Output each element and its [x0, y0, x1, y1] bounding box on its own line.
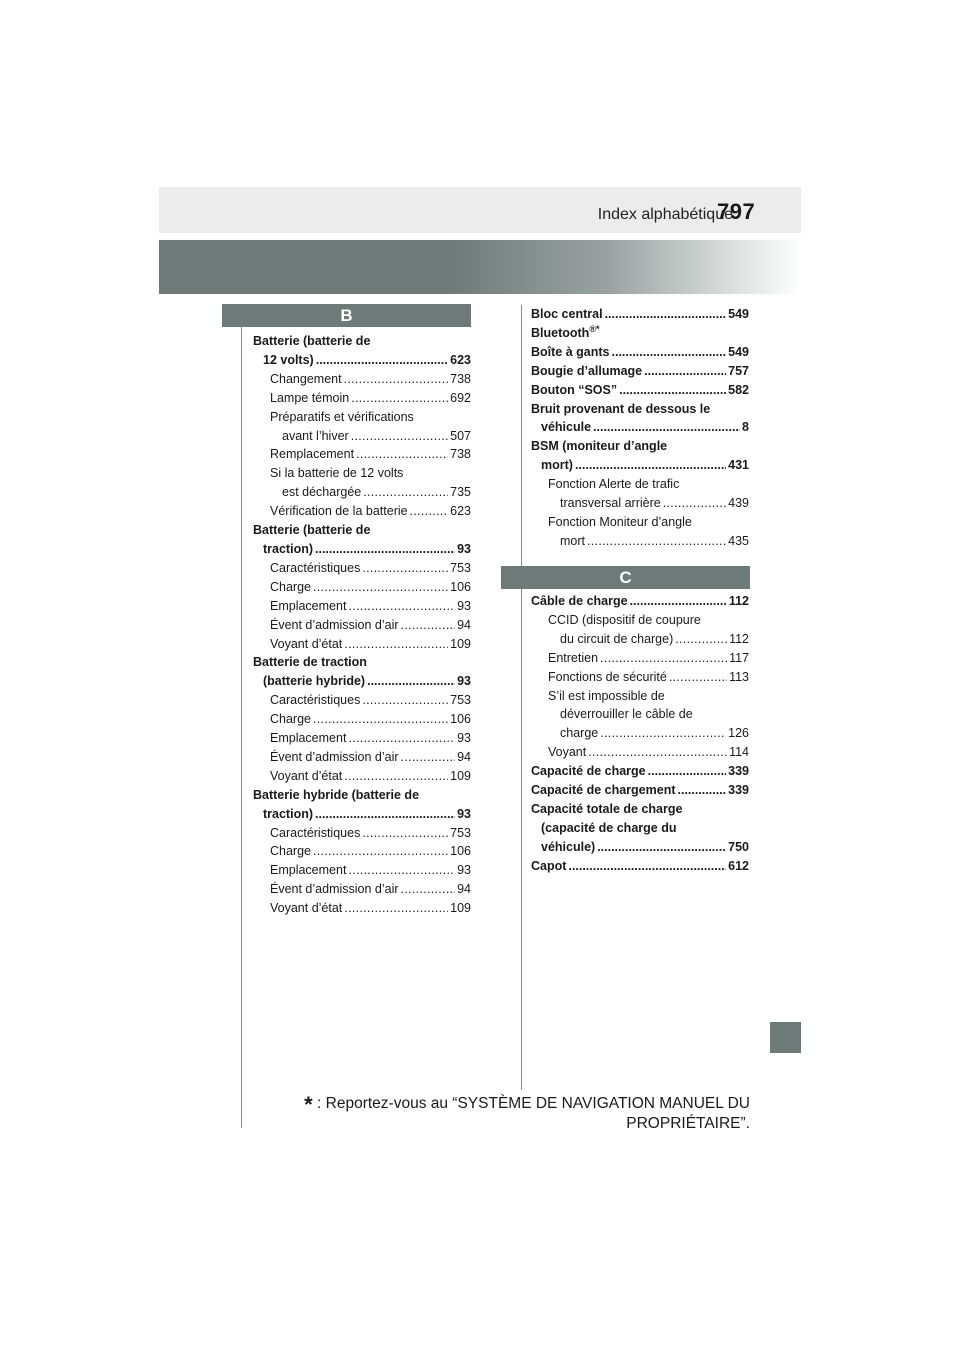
index-entry-label: Emplacement	[270, 863, 347, 878]
index-entry-label: Entretien	[548, 650, 599, 665]
index-entry-label: véhicule	[541, 420, 592, 435]
index-entry-page: 612	[728, 858, 749, 873]
index-entry	[531, 743, 749, 762]
index-entry	[253, 861, 471, 880]
index-entry-page: 435	[728, 533, 749, 548]
index-entry	[531, 687, 749, 744]
index-entry-page: 549	[728, 307, 749, 321]
index-entry-page: 126	[728, 726, 749, 741]
index-entry-label: Voyant d’état	[270, 768, 343, 783]
index-entry	[253, 767, 471, 786]
dot-leader	[669, 668, 727, 687]
index-entry	[531, 668, 749, 687]
section-title: Index alphabétique	[597, 206, 733, 223]
index-entry-label: mort)	[541, 458, 573, 473]
index-entry-page: 623	[450, 352, 471, 367]
index-entry-label: Lampe témoin	[270, 390, 350, 405]
index-entry	[531, 513, 749, 551]
index-entry-label: Évent d’admission d’air	[270, 882, 399, 897]
index-entry-page: 431	[728, 458, 749, 473]
column-divider	[521, 305, 522, 1090]
index-entry	[531, 762, 749, 781]
index-entry-page: 106	[450, 712, 471, 727]
index-entry	[253, 502, 471, 521]
index-entry	[531, 649, 749, 668]
footnote	[300, 1094, 750, 1133]
index-entry-page: 753	[450, 825, 471, 840]
dot-leader	[619, 381, 726, 400]
dot-leader	[410, 502, 449, 521]
index-entry-label: Voyant d’état	[270, 901, 343, 916]
index-entry	[531, 611, 749, 649]
index-entry-page: 109	[450, 768, 471, 783]
index-entry-label: mort	[560, 533, 585, 548]
index-entry	[253, 842, 471, 861]
letter-heading-b: B	[222, 304, 471, 327]
index-entry	[531, 343, 749, 362]
index-entry-label: Capacité totale de charge	[531, 801, 683, 816]
index-entry	[253, 710, 471, 729]
dot-leader	[313, 842, 448, 861]
dot-leader	[315, 805, 455, 824]
index-entry	[531, 800, 749, 857]
index-entry	[531, 781, 749, 800]
index-entry-label: Remplacement	[270, 447, 355, 462]
index-entry	[253, 899, 471, 918]
index-entry-page: 339	[728, 783, 749, 798]
index-entry-page: 339	[728, 764, 749, 779]
index-entry-page: 106	[450, 579, 471, 594]
dot-leader	[630, 592, 727, 611]
index-entry-label: charge	[560, 726, 599, 741]
superscript-marks: ®*	[589, 323, 600, 334]
dot-leader	[587, 532, 726, 551]
footnote-line1: : Reportez-vous au “SYSTÈME DE NAVIGATION MANUEL DU	[317, 1095, 750, 1112]
dot-leader	[356, 445, 448, 464]
dot-leader	[575, 456, 726, 475]
index-entry-label: Câble de charge	[531, 594, 628, 608]
index-entry-page: 738	[450, 371, 471, 386]
index-column-right-b	[531, 305, 749, 551]
dot-leader	[600, 724, 726, 743]
index-entry-label: 12 volts)	[263, 352, 314, 367]
index-entry-label: Capacité de chargement	[531, 783, 676, 798]
index-entry-label: Capacité de charge	[531, 764, 646, 779]
index-entry	[253, 521, 471, 559]
dot-leader	[401, 748, 456, 767]
dot-leader	[600, 649, 727, 668]
dot-leader	[367, 672, 455, 691]
dot-leader	[648, 762, 727, 781]
index-entry-label: Voyant	[548, 745, 587, 760]
index-entry-page: 106	[450, 844, 471, 859]
index-entry	[253, 729, 471, 748]
index-entry	[531, 362, 749, 381]
chapter-band	[159, 240, 801, 294]
index-entry-label: Caractéristiques	[270, 825, 361, 840]
dot-leader	[612, 343, 727, 362]
index-entry-label: du circuit de charge)	[560, 631, 674, 646]
dot-leader	[363, 483, 448, 502]
index-entry-label: Fonction Moniteur d’angle	[548, 514, 692, 529]
index-entry	[253, 748, 471, 767]
index-entry-page: 735	[450, 485, 471, 500]
dot-leader	[401, 616, 456, 635]
dot-leader	[348, 729, 455, 748]
index-entry-page: 113	[729, 669, 749, 684]
index-entry-page: 93	[457, 541, 471, 556]
index-entry-label: Charge	[270, 844, 311, 859]
index-entry-label: Fonction Alerte de trafic	[548, 477, 680, 492]
dot-leader	[362, 691, 448, 710]
dot-leader	[593, 418, 740, 437]
index-entry-label: Bloc central	[531, 307, 603, 321]
index-entry-page: 507	[450, 428, 471, 443]
index-entry	[531, 305, 749, 324]
dot-leader	[644, 362, 726, 381]
chapter-thumb-tab	[770, 1022, 801, 1053]
dot-leader	[316, 351, 448, 370]
index-entry-label: Batterie hybride (batterie de	[253, 787, 420, 802]
index-entry-label: traction)	[263, 541, 313, 556]
index-entry	[531, 381, 749, 400]
dot-leader	[588, 743, 727, 762]
index-entry-page: 94	[457, 617, 471, 632]
index-entry-label: déverrouiller le câble de	[560, 707, 693, 722]
dot-leader	[313, 710, 448, 729]
index-entry-page: 114	[729, 745, 749, 760]
index-entry	[253, 578, 471, 597]
index-entry-label: Caractéristiques	[270, 560, 361, 575]
index-entry-page: 439	[728, 496, 749, 511]
index-entry-page: 623	[450, 504, 471, 519]
index-entry-label: Évent d’admission d’air	[270, 617, 399, 632]
index-entry	[253, 635, 471, 654]
index-entry-label: (capacité de charge du	[541, 820, 677, 835]
dot-leader	[605, 305, 727, 324]
dot-leader	[344, 635, 448, 654]
dot-leader	[351, 427, 448, 446]
index-entry	[253, 445, 471, 464]
index-entry	[253, 389, 471, 408]
index-entry-label: Charge	[270, 579, 311, 594]
index-entry	[253, 332, 471, 370]
index-entry	[531, 857, 749, 876]
index-entry-label: S’il est impossible de	[548, 688, 665, 703]
index-entry-page: 117	[729, 650, 749, 665]
index-entry-label: Bougie d’allumage	[531, 363, 643, 378]
dot-leader	[597, 838, 726, 857]
index-entry	[253, 408, 471, 446]
dot-leader	[344, 370, 449, 389]
index-entry-label: Caractéristiques	[270, 693, 361, 708]
index-entry	[253, 370, 471, 389]
dot-leader	[344, 767, 448, 786]
index-entry-label: Bluetooth	[531, 325, 590, 340]
index-entry	[253, 653, 471, 691]
index-entry	[253, 786, 471, 824]
index-entry-page: 109	[450, 901, 471, 916]
index-entry-label: Batterie (batterie de	[253, 523, 371, 538]
index-entry-label: Charge	[270, 712, 311, 727]
index-entry-label: Capot	[531, 858, 567, 873]
index-column-right-c	[531, 592, 749, 876]
footnote-star: *	[304, 1092, 313, 1117]
dot-leader	[568, 857, 726, 876]
index-entry	[253, 464, 471, 502]
dot-leader	[348, 597, 455, 616]
index-entry-page: 738	[450, 447, 471, 462]
index-entry-label: transversal arrière	[560, 496, 661, 511]
index-column-left	[253, 332, 471, 918]
dot-leader	[401, 880, 456, 899]
index-entry-page: 93	[457, 863, 471, 878]
index-entry-label: CCID (dispositif de coupure	[548, 612, 701, 627]
dot-leader	[348, 861, 455, 880]
index-entry	[253, 597, 471, 616]
index-entry-label: Si la batterie de 12 volts	[270, 466, 404, 481]
dot-leader	[675, 630, 727, 649]
index-entry-page: 93	[457, 674, 471, 689]
index-entry	[253, 559, 471, 578]
index-entry-label: BSM (moniteur d’angle	[531, 439, 668, 454]
index-entry-label: traction)	[263, 806, 313, 821]
index-entry-label: Bruit provenant de dessous le	[531, 401, 711, 416]
index-entry-label: Boîte à gants	[531, 344, 610, 359]
index-entry-page: 750	[728, 839, 749, 854]
dot-leader	[678, 781, 727, 800]
index-entry	[531, 475, 749, 513]
index-entry-page: 93	[457, 731, 471, 746]
index-entry-label: Emplacement	[270, 598, 347, 613]
index-entry-page: 582	[728, 382, 749, 397]
footnote-line2: PROPRIÉTAIRE”.	[626, 1115, 750, 1132]
index-entry	[531, 400, 749, 438]
index-entry	[253, 824, 471, 843]
dot-leader	[344, 899, 448, 918]
index-entry-page: 93	[457, 806, 471, 821]
index-entry-label: avant l’hiver	[282, 428, 349, 443]
index-entry-label: est déchargée	[282, 485, 362, 500]
index-entry	[531, 324, 749, 343]
dot-leader	[362, 559, 448, 578]
page-number: 797	[717, 199, 756, 224]
dot-leader	[663, 494, 726, 513]
index-entry	[531, 437, 749, 475]
index-entry-page: 757	[728, 363, 749, 378]
index-entry-page: 109	[450, 636, 471, 651]
index-entry-label: Fonctions de sécurité	[548, 669, 667, 684]
index-entry-page: 549	[728, 344, 749, 359]
dot-leader	[315, 540, 455, 559]
index-entry-label: Bouton “SOS”	[531, 382, 618, 397]
index-entry-page: 94	[457, 749, 471, 764]
index-entry	[253, 691, 471, 710]
dot-leader	[351, 389, 448, 408]
index-entry-label: Évent d’admission d’air	[270, 749, 399, 764]
index-entry-label: Changement	[270, 371, 342, 386]
index-entry-page: 112	[728, 594, 749, 608]
index-entry-page: 692	[450, 390, 471, 405]
left-margin-rule	[241, 305, 242, 1128]
dot-leader	[313, 578, 448, 597]
index-entry	[531, 592, 749, 611]
index-entry-page: 753	[450, 560, 471, 575]
dot-leader	[362, 824, 448, 843]
letter-heading-c: C	[501, 566, 750, 589]
index-entry-label: Préparatifs et vérifications	[270, 409, 414, 424]
index-entry-page: 753	[450, 693, 471, 708]
index-entry-label: Voyant d’état	[270, 636, 343, 651]
index-entry-page: 8	[742, 420, 749, 435]
index-entry-label: Batterie de traction	[253, 655, 367, 670]
index-entry	[253, 616, 471, 635]
index-entry-page: 94	[457, 882, 471, 897]
index-entry-page: 93	[457, 598, 471, 613]
index-entry-label: (batterie hybride)	[263, 674, 366, 689]
index-entry-label: Vérification de la batterie	[270, 504, 408, 519]
index-entry-label: véhicule)	[541, 839, 596, 854]
index-entry-page: 112	[729, 631, 749, 646]
index-entry-label: Emplacement	[270, 731, 347, 746]
index-entry	[253, 880, 471, 899]
index-entry-label: Batterie (batterie de	[253, 334, 371, 348]
